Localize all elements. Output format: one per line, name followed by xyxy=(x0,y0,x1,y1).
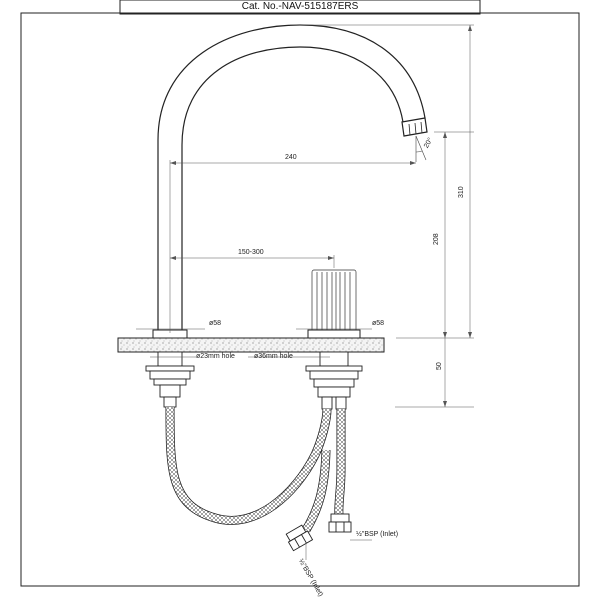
spout xyxy=(158,25,427,333)
spray-angle-indicator xyxy=(416,136,426,162)
right-inlet-label: ½"BSP (Inlet) xyxy=(356,531,399,538)
left-inlet-label: ½"BSP (Inlet) xyxy=(296,558,325,598)
spout-reach-label: 240 xyxy=(285,154,297,161)
right-fixing xyxy=(306,352,362,409)
hole-left-label: ø23mm hole xyxy=(196,353,235,360)
drawing-border xyxy=(21,13,579,586)
hoses xyxy=(170,407,341,530)
handle xyxy=(308,270,360,338)
spray-angle-label: 20° xyxy=(423,136,435,150)
flange-right-label: ø58 xyxy=(372,320,385,327)
left-fixing xyxy=(146,352,194,407)
total-height-label: 310 xyxy=(458,186,465,198)
spout-height-label: 208 xyxy=(433,233,440,245)
centres-label: 150-300 xyxy=(238,249,264,256)
worktop xyxy=(118,338,384,352)
below-deck-label: 50 xyxy=(436,362,443,370)
flange-left-label: ø58 xyxy=(209,320,222,327)
catalogue-number: Cat. No.-NAV-515187ERS xyxy=(241,1,359,12)
hole-right-label: ø36mm hole xyxy=(254,353,293,360)
right-inlet-nut xyxy=(329,514,351,532)
